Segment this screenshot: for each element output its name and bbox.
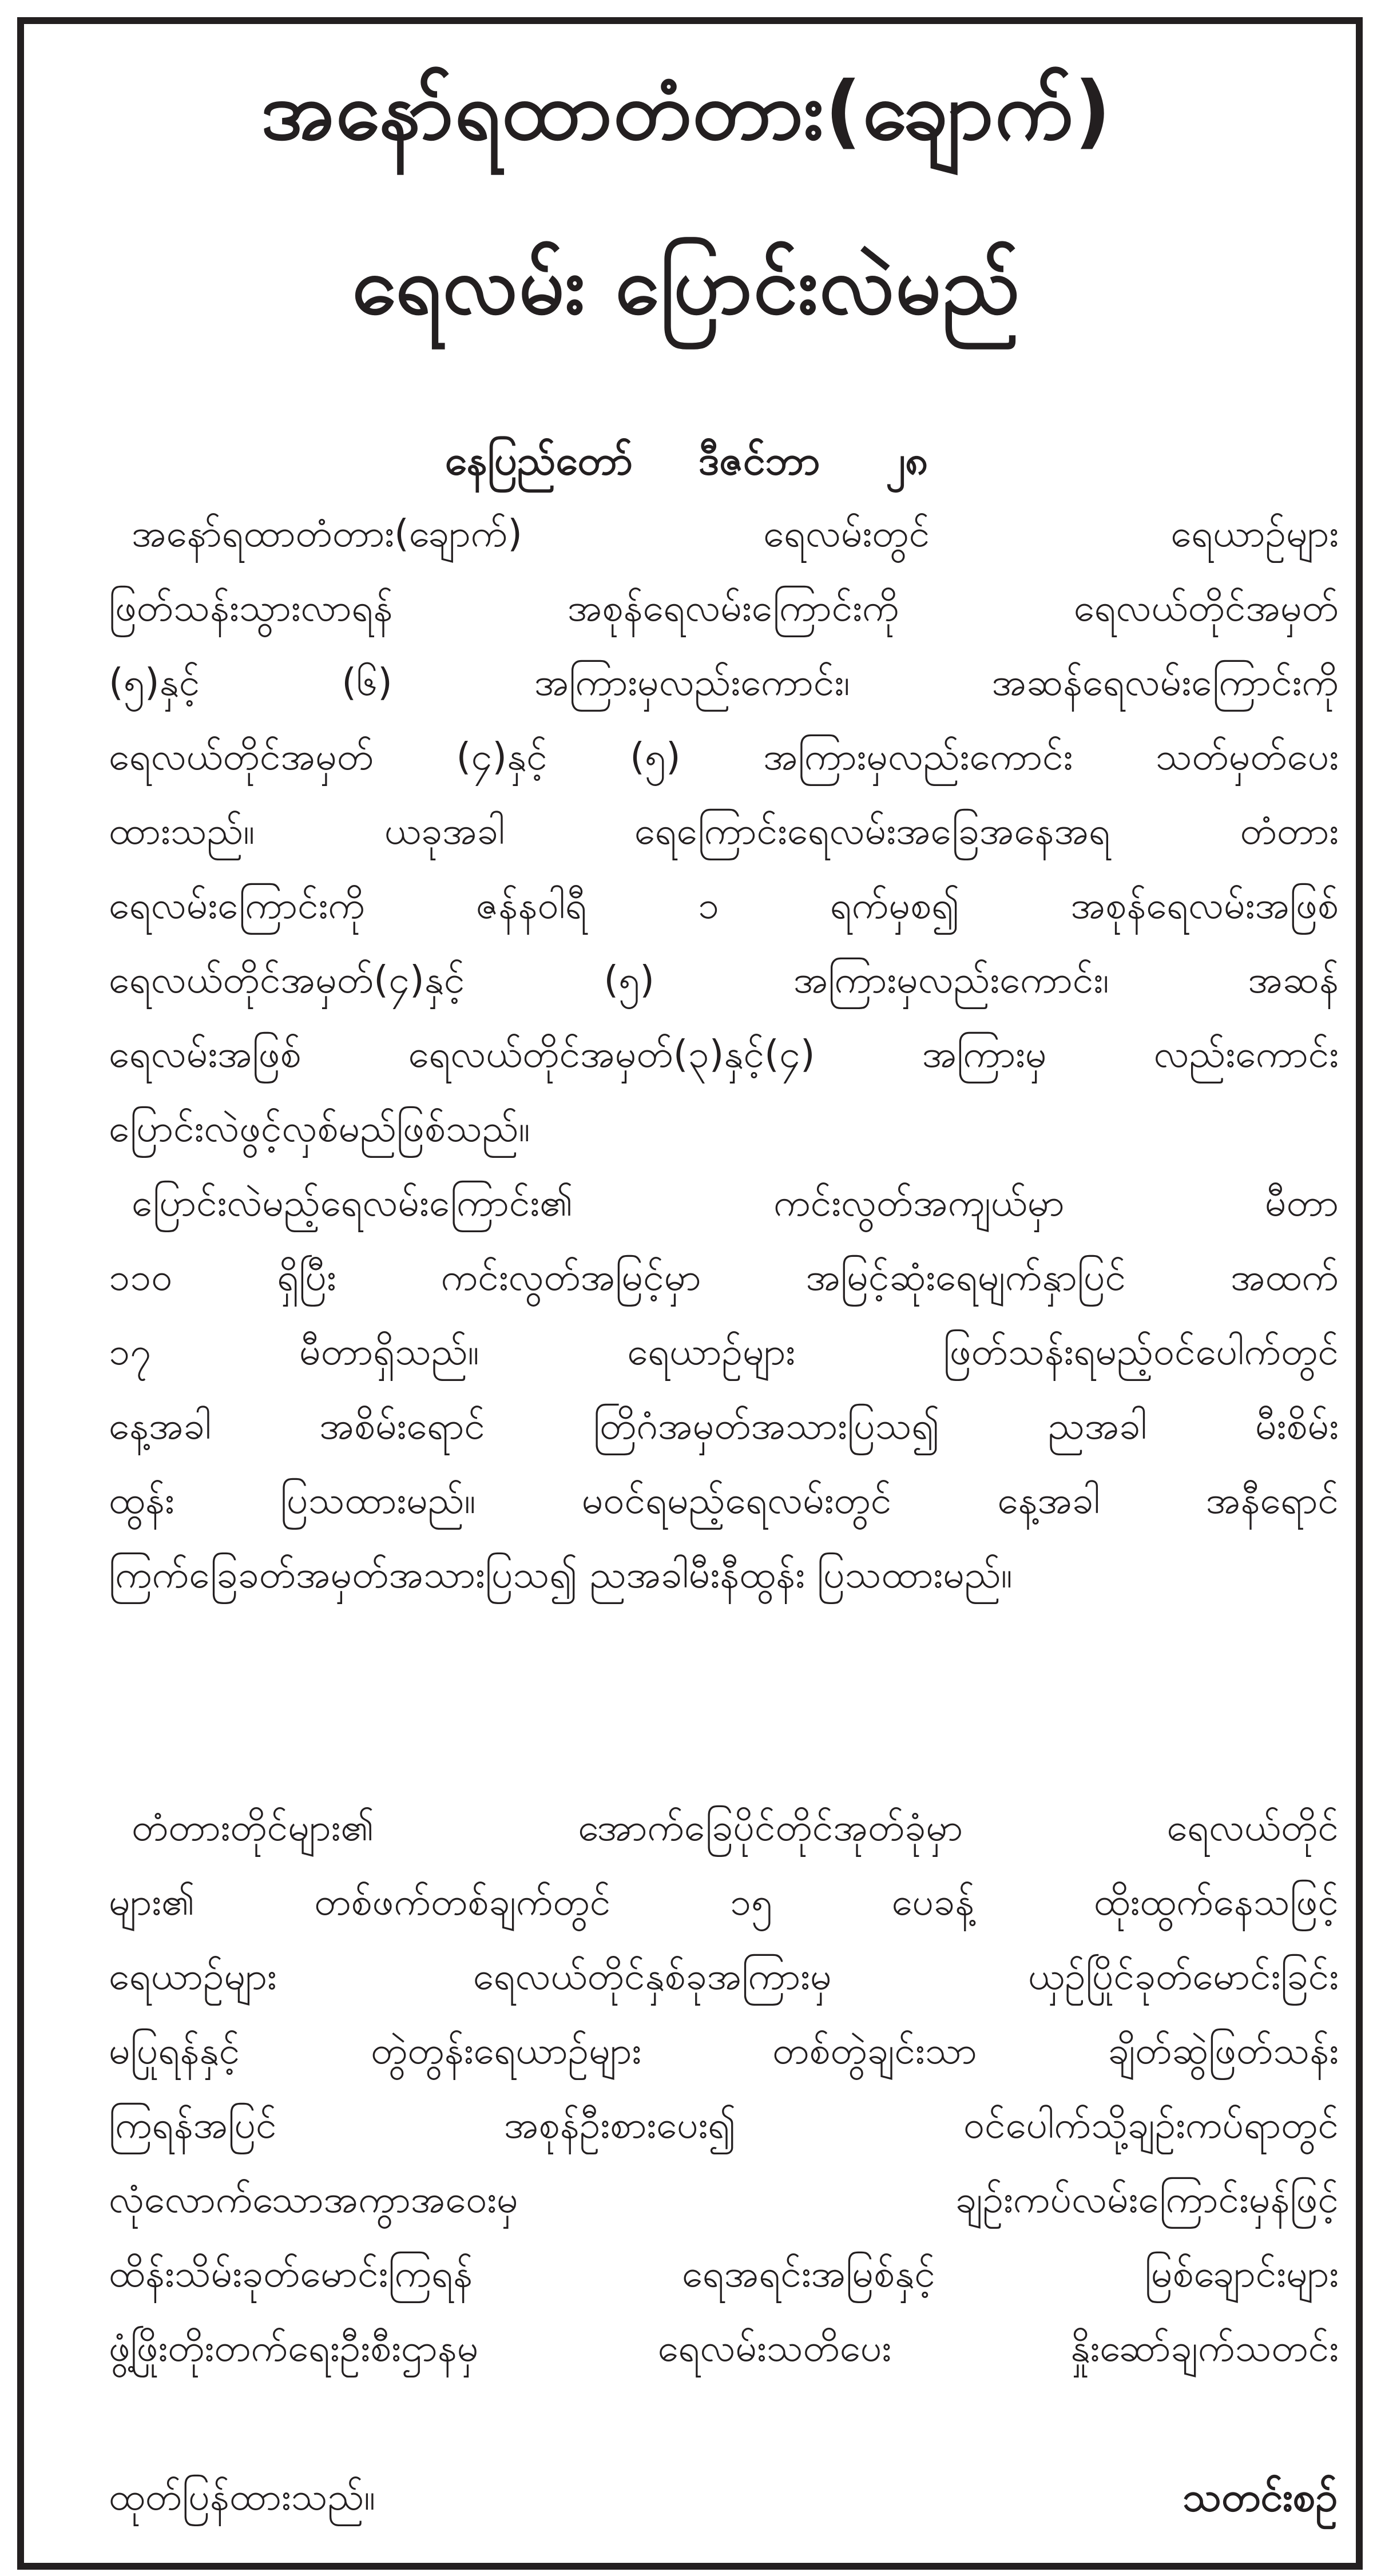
paragraph-2-line-1: ပြောင်းလဲမည့်ရေလမ်းကြောင်း၏ ကင်းလွတ်အကျယ်မှာ မီတာ	[132, 1181, 1339, 1225]
paragraph-1-line-8: ရေလမ်းအဖြစ် ရေလယ်တိုင်အမှတ်(၃)နှင့်(၄) အကြားမှ လည်းကောင်း	[109, 1032, 1339, 1076]
paragraph-2-line-2: ၁၁၀ ရှိပြီး ကင်းလွတ်အမြင့်မှာ အမြင့်ဆုံးရေမျက်နှာပြင် အထက်	[109, 1255, 1339, 1299]
paragraph-1-line-2: ဖြတ်သန်းသွားလာရန် အစုန်ရေလမ်းကြောင်းကို ရေလယ်တိုင်အမှတ်	[109, 586, 1339, 630]
paragraph-3-line-3: ရေယာဉ်များ ရေလယ်တိုင်နှစ်ခုအကြားမှ ယှဉ်ပြိုင်ခုတ်မောင်းခြင်း	[109, 1954, 1339, 1998]
dateline: နေပြည်တော် ဒီဇင်ဘာ ၂၈	[445, 437, 928, 484]
paragraph-2-line-6: ကြက်ခြေခတ်အမှတ်အသားပြသ၍ ညအခါမီးနီထွန်း ပြသထားမည်။	[109, 1553, 1013, 1597]
signature-source: သတင်းစဉ်	[1182, 2474, 1338, 2521]
paragraph-3-line-4: မပြုရန်နှင့် တွဲတွန်းရေယာဉ်များ တစ်တွဲချင်းသာ ချိတ်ဆွဲဖြတ်သန်း	[109, 2029, 1339, 2073]
paragraph-1-line-3: (၅)နှင့် (၆) အကြားမှလည်းကောင်း၊ အဆန်ရေလမ်းကြောင်းကို	[109, 660, 1339, 704]
paragraph-3-line-7: ထိန်းသိမ်းခုတ်မောင်းကြရန် ရေအရင်းအမြစ်နှင့် မြစ်ချောင်းများ	[109, 2252, 1339, 2296]
paragraph-2-line-3: ၁၇ မီတာရှိသည်။ ရေယာဉ်များ ဖြတ်သန်းရမည့်ဝင်ပေါက်တွင်	[109, 1329, 1339, 1374]
notice-title-line-1: အနော်ရထာတံတား(ချောက်)	[261, 65, 1112, 158]
paragraph-3-line-6: လုံလောက်သောအကွာအဝေးမှ ချဉ်းကပ်လမ်းကြောင်းမှန်ဖြင့်	[109, 2177, 1339, 2221]
paragraph-1-line-9: ပြောင်းလဲဖွင့်လှစ်မည်ဖြစ်သည်။	[109, 1106, 530, 1150]
paragraph-1-line-4: ရေလယ်တိုင်အမှတ် (၄)နှင့် (၅) အကြားမှလည်းကောင်း သတ်မှတ်ပေး	[109, 735, 1339, 779]
paragraph-3-line-1: တံတားတိုင်များ၏ အောက်ခြေပိုင်တိုင်အုတ်ခုံမှာ ရေလယ်တိုင်	[132, 1805, 1339, 1849]
paragraph-1-line-7: ရေလယ်တိုင်အမှတ်(၄)နှင့် (၅) အကြားမှလည်းကောင်း၊ အဆန်	[109, 958, 1339, 1002]
paragraph-2-line-5: ထွန်း ပြသထားမည်။ မဝင်ရမည့်ရေလမ်းတွင် နေ့အခါ အနီရောင်	[109, 1478, 1339, 1522]
paragraph-3-line-8: ဖွံ့ဖြိုးတိုးတက်ရေးဦးစီးဌာနမှ ရေလမ်းသတိပေး နှိုးဆော်ချက်သတင်း	[109, 2326, 1339, 2370]
paragraph-3-line-2: များ၏ တစ်ဖက်တစ်ချက်တွင် ၁၅ ပေခန့် ထိုးထွက်နေသဖြင့်	[109, 1880, 1339, 1924]
paragraph-1-line-5: ထားသည်။ ယခုအခါ ရေကြောင်းရေလမ်းအခြေအနေအရ တံတား	[109, 809, 1339, 853]
paragraph-3-line-5: ကြရန်အပြင် အစုန်ဦးစားပေး၍ ဝင်ပေါက်သို့ချဉ်းကပ်ရာတွင်	[109, 2103, 1339, 2147]
paragraph-1-line-1: အနော်ရထာတံတား(ချောက်) ရေလမ်းတွင် ရေယာဉ်များ	[132, 511, 1339, 555]
paragraph-2-line-4: နေ့အခါ အစိမ်းရောင် တြိဂံအမှတ်အသားပြသ၍ ညအခါ မီးစိမ်း	[109, 1404, 1339, 1448]
paragraph-3-line-9: ထုတ်ပြန်ထားသည်။	[109, 2475, 376, 2519]
paragraph-1-line-6: ရေလမ်းကြောင်းကို ဇန်နဝါရီ ၁ ရက်မှစ၍ အစုန်ရေလမ်းအဖြစ်	[109, 883, 1339, 927]
notice-title-line-2: ရေလမ်း ပြောင်းလဲမည်	[352, 239, 1021, 332]
